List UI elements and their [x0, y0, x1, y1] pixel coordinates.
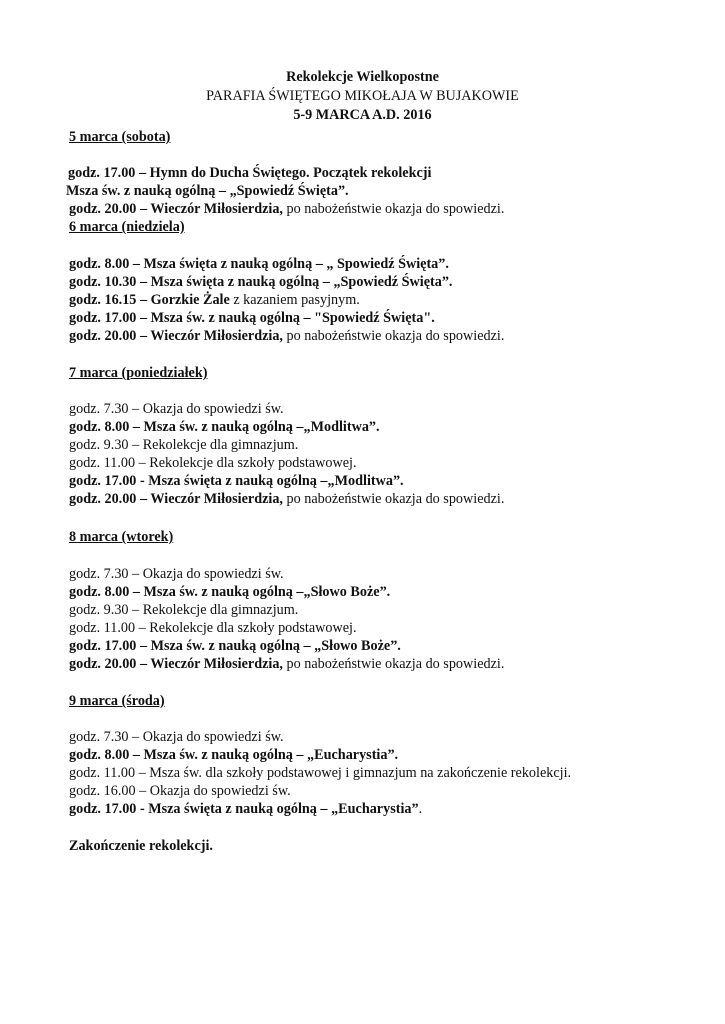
schedule-item: godz. 17.00 – Msza św. z nauką ogólną – „Słowo Boże”. — [69, 638, 401, 654]
event-dates: 5-9 MARCA A.D. 2016 — [293, 107, 432, 123]
day-heading: 5 marca (sobota) — [69, 129, 171, 145]
schedule-item: Msza św. z nauką ogólną – „Spowiedź Święta”. — [66, 183, 349, 199]
schedule-item: godz. 8.00 – Msza święta z nauką ogólną – „ Spowiedź Święta”. — [69, 256, 449, 272]
schedule-item: godz. 7.30 – Okazja do spowiedzi św. — [69, 401, 284, 417]
schedule-item: godz. 9.30 – Rekolekcje dla gimnazjum. — [69, 602, 299, 618]
schedule-item: godz. 8.00 – Msza św. z nauką ogólną –„Słowo Boże”. — [69, 584, 391, 600]
schedule-item: godz. 11.00 – Rekolekcje dla szkoły podstawowej. — [69, 455, 357, 471]
schedule-item: godz. 17.00 - Msza święta z nauką ogólną –„Modlitwa”. — [69, 473, 404, 489]
parish-name: PARAFIA ŚWIĘTEGO MIKOŁAJA W BUJAKOWIE — [206, 88, 519, 104]
closing-note: Zakończenie rekolekcji. — [69, 838, 213, 854]
day-heading: 6 marca (niedziela) — [69, 219, 185, 235]
schedule-item: godz. 20.00 – Wieczór Miłosierdzia, po nabożeństwie okazja do spowiedzi. — [69, 201, 505, 217]
schedule-item: godz. 16.15 – Gorzkie Żale z kazaniem pasyjnym. — [69, 292, 360, 308]
schedule-item: godz. 20.00 – Wieczór Miłosierdzia, po nabożeństwie okazja do spowiedzi. — [69, 656, 505, 672]
day-heading: 8 marca (wtorek) — [69, 529, 174, 545]
schedule-item: godz. 17.00 – Hymn do Ducha Świętego. Początek rekolekcji — [68, 165, 432, 181]
schedule-item: godz. 17.00 – Msza św. z nauką ogólną – "Spowiedź Święta". — [69, 310, 435, 326]
schedule-item: godz. 7.30 – Okazja do spowiedzi św. — [69, 729, 284, 745]
schedule-item: godz. 8.00 – Msza św. z nauką ogólną –„Modlitwa”. — [69, 419, 380, 435]
schedule-item: godz. 10.30 – Msza święta z nauką ogólną – „Spowiedź Święta”. — [69, 274, 453, 290]
day-heading: 7 marca (poniedziałek) — [69, 365, 208, 381]
document-header — [0, 68, 725, 125]
schedule-item: godz. 9.30 – Rekolekcje dla gimnazjum. — [69, 437, 299, 453]
day-heading: 9 marca (środa) — [69, 693, 165, 709]
schedule-item: godz. 11.00 – Msza św. dla szkoły podstawowej i gimnazjum na zakończenie rekolekcji. — [69, 765, 572, 781]
document-title: Rekolekcje Wielkopostne — [286, 69, 439, 85]
schedule-item: godz. 17.00 - Msza święta z nauką ogólną – „Eucharystia”. — [69, 801, 423, 817]
schedule-item: godz. 16.00 – Okazja do spowiedzi św. — [69, 783, 291, 799]
schedule-item: godz. 20.00 – Wieczór Miłosierdzia, po nabożeństwie okazja do spowiedzi. — [69, 328, 505, 344]
schedule-item: godz. 11.00 – Rekolekcje dla szkoły podstawowej. — [69, 620, 357, 636]
schedule-item: godz. 20.00 – Wieczór Miłosierdzia, po nabożeństwie okazja do spowiedzi. — [69, 491, 505, 507]
schedule-item: godz. 7.30 – Okazja do spowiedzi św. — [69, 566, 284, 582]
schedule-item: godz. 8.00 – Msza św. z nauką ogólną – „Eucharystia”. — [69, 747, 399, 763]
